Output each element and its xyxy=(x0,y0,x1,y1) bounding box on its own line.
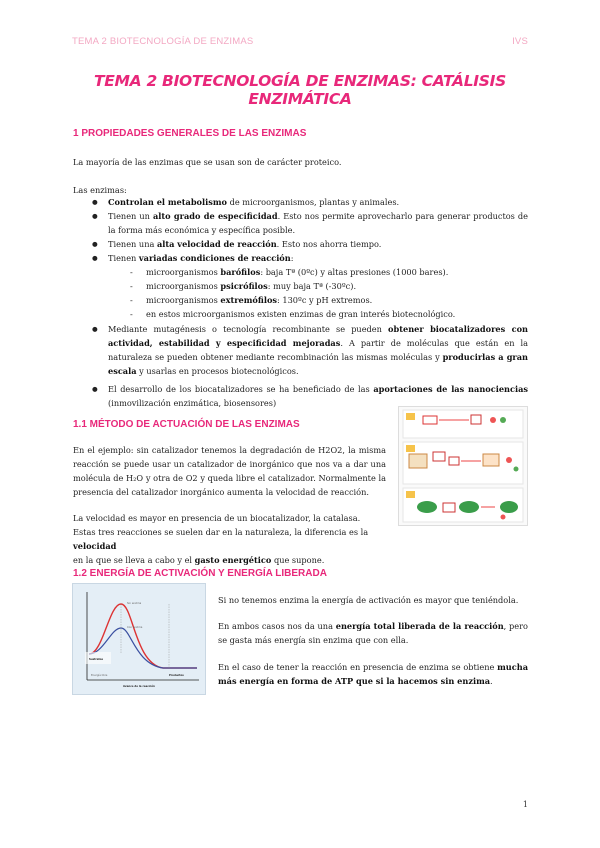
list-item: - microorganismos extremófilos: 130ºc y pH extremos. xyxy=(130,293,510,307)
label-sustratos: Sustratos xyxy=(89,658,104,661)
list-item: ● Tienen una alta velocidad de reacción. Esto nos ahorra tiempo. xyxy=(92,237,528,251)
energy-profile-diagram xyxy=(73,584,205,694)
section-heading-1-1: 1.1 MÉTODO DE ACTUACIÓN DE LAS ENZIMAS xyxy=(73,419,300,430)
list-item: ● Mediante mutagénesis o tecnología recombinante se pueden obtener biocatalizadores con actividad, estabilidad y especificidad mejoradas. A partir de moléculas que están en la naturaleza se pueden obtener mediante recombinación las mismas moléculas y producirlas a gran escala y usarlas en procesos biotecnológicos. xyxy=(92,322,528,378)
list-item: ● Controlan el metabolismo de microorganismos, plantas y animales. xyxy=(92,195,528,209)
section-heading-1-2: 1.2 ENERGÍA DE ACTIVACIÓN Y ENERGÍA LIBERADA xyxy=(73,568,327,579)
activation-energy-figure xyxy=(72,583,206,695)
velocity-paragraph: La velocidad es mayor en presencia de un biocatalizador, la catalasa. xyxy=(73,513,361,523)
list-item: ● El desarrollo de los biocatalizadores se ha beneficiado de las aportaciones de las nanociencias (inmovilización enzimática, biosensores) xyxy=(92,382,528,410)
list-item: ● Tienen variadas condiciones de reacción: xyxy=(92,251,528,265)
label-x-axis: Avance de la reacción xyxy=(123,685,155,688)
intro-paragraph: La mayoría de las enzimas que se usan son de carácter proteico. xyxy=(73,157,342,167)
activation-paragraph-3: En el caso de tener la reacción en presencia de enzima se obtiene mucha más energía en forma de ATP que si la hacemos sin enzima. xyxy=(218,662,528,686)
list-item: - microorganismos psicrófilos: muy baja Tª (-30ºc). xyxy=(130,279,510,293)
activation-paragraph-2: En ambos casos nos da una energía total liberada de la reacción, pero se gasta más energía sin enzima que con ella. xyxy=(218,621,528,645)
page-number: 1 xyxy=(522,800,528,809)
enzymes-lead: Las enzimas: xyxy=(73,185,127,195)
label-energia-libre: Energía libre xyxy=(91,674,108,677)
section-heading-1: 1 PROPIEDADES GENERALES DE LAS ENZIMAS xyxy=(73,128,307,139)
activation-paragraph-1: Si no tenemos enzima la energía de activación es mayor que teniéndola. xyxy=(218,595,519,605)
label-sin-enzima: Sin enzima xyxy=(127,602,142,605)
properties-list-cont xyxy=(92,322,528,410)
reactions-paragraph: Estas tres reacciones se suelen dar en la naturaleza, la diferencia es la velocidad en la que se lleva a cabo y el gasto energético que supone. xyxy=(73,527,369,565)
document-title xyxy=(60,72,540,108)
title-line-2: ENZIMÁTICA xyxy=(248,90,352,108)
page-header xyxy=(72,36,528,47)
method-paragraph: En el ejemplo: sin catalizador tenemos la degradación de H2O2, la misma reacción se puede usar un catalizador de inorgánico que nos va a dar una molécula de H₂O y otra de O2 y queda libre el catalizador. Normalmente la presencia del catalizador inorgánico aumenta la velocidad de reacción. xyxy=(73,445,386,497)
list-item: ● Tienen un alto grado de especificidad. Esto nos permite aprovecharlo para generar productos de la forma más económica y específica posible. xyxy=(92,209,528,237)
list-item: - microorganismos barófilos: baja Tª (0ºc) y altas presiones (1000 bares). xyxy=(130,265,510,279)
list-item: - en estos microorganismos existen enzimas de gran interés biotecnológico. xyxy=(130,307,510,321)
label-productos: Productos xyxy=(169,674,184,677)
title-line-1: TEMA 2 BIOTECNOLOGÍA DE ENZIMAS: CATÁLISIS xyxy=(94,72,506,90)
header-title: TEMA 2 BIOTECNOLOGÍA DE ENZIMAS xyxy=(72,36,254,47)
label-con-enzima: Con enzima xyxy=(127,626,143,629)
header-initials: IVS xyxy=(512,36,528,47)
reaction-diagram xyxy=(399,407,527,525)
conditions-sublist xyxy=(130,265,510,321)
properties-list xyxy=(92,195,528,265)
catalysis-reactions-figure xyxy=(398,406,528,526)
